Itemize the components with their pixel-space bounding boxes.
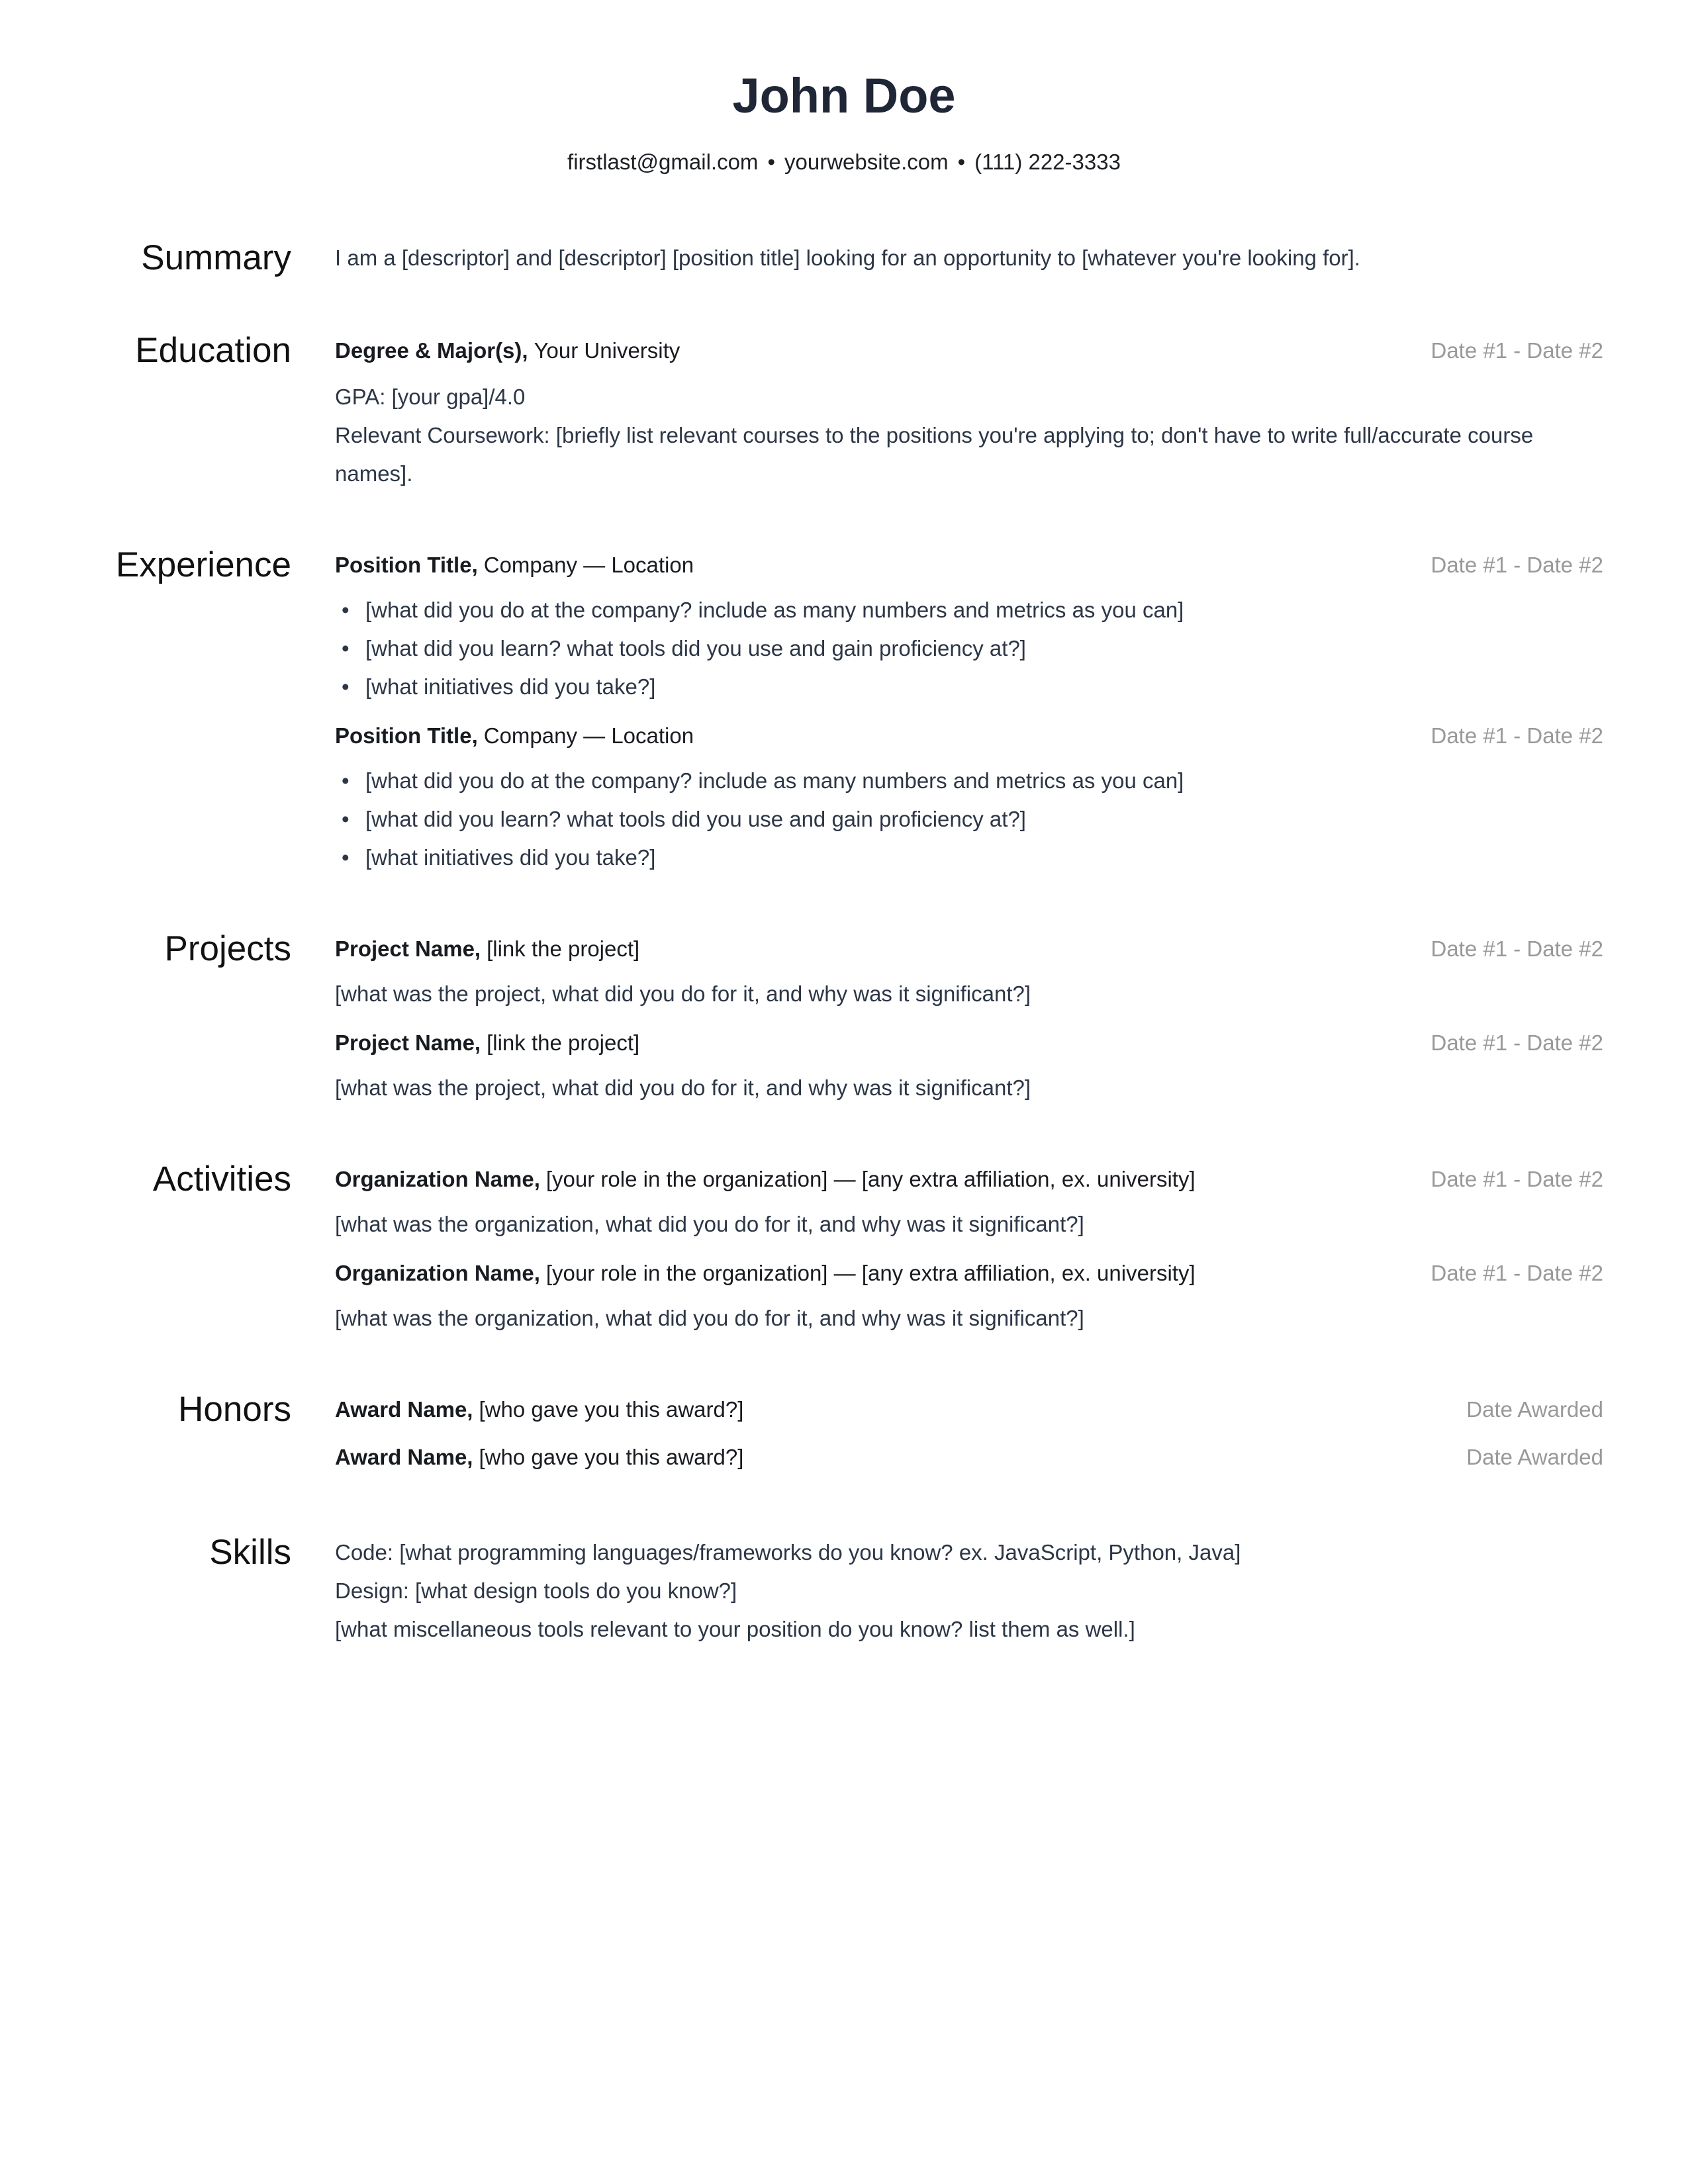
education-entry — [335, 332, 1603, 493]
section-honors — [85, 1390, 1603, 1477]
section-summary — [85, 239, 1603, 279]
experience-bullet-list — [335, 762, 1603, 877]
experience-bullet: • [what did you learn? what tools did you use and gain proficiency at?] — [365, 629, 1603, 668]
entry-head — [335, 1390, 1603, 1429]
position-title-line — [335, 546, 694, 584]
experience-bullet: • [what did you do at the company? include as many numbers and metrics as you can] — [365, 762, 1603, 800]
honor-entry — [335, 1438, 1603, 1477]
entry-head — [335, 1254, 1603, 1293]
university-name: Your University — [534, 338, 680, 363]
contact-website: yourwebsite.com — [784, 150, 949, 174]
skills-misc-line: [what miscellaneous tools relevant to your position do you know? list them as well.] — [335, 1617, 1135, 1641]
project-entry — [335, 930, 1603, 1013]
project-description: [what was the project, what did you do for it, and why was it significant?] — [335, 1075, 1031, 1100]
person-name: John Doe — [732, 68, 956, 123]
award-title-line — [335, 1390, 743, 1429]
section-education — [85, 332, 1603, 493]
organization-title-line — [335, 1254, 1196, 1293]
organization-name: Organization Name, — [335, 1167, 540, 1191]
skills-design-line: Design: [what design tools do you know?] — [335, 1578, 737, 1603]
project-description: [what was the project, what did you do for it, and why was it significant?] — [335, 981, 1031, 1006]
entry-head — [335, 332, 1603, 370]
contact-phone: (111) 222-3333 — [974, 150, 1121, 174]
organization-name: Organization Name, — [335, 1261, 540, 1285]
education-dates: Date #1 - Date #2 — [1430, 338, 1603, 363]
activity-dates: Date #1 - Date #2 — [1430, 1261, 1603, 1285]
activity-entry — [335, 1254, 1603, 1338]
honor-entry — [335, 1390, 1603, 1429]
experience-heading: Experience — [115, 545, 291, 584]
summary-heading: Summary — [141, 238, 291, 277]
summary-content — [335, 239, 1603, 279]
entry-head — [335, 930, 1603, 968]
award-name: Award Name, — [335, 1445, 473, 1469]
entry-head — [335, 1438, 1603, 1477]
activity-description: [what was the organization, what did you do for it, and why was it significant?] — [335, 1306, 1084, 1330]
experience-bullet: • [what initiatives did you take?] — [365, 668, 1603, 706]
experience-content — [335, 546, 1603, 877]
position-title-line — [335, 717, 694, 755]
coursework-line: Relevant Coursework: [briefly list relevant courses to the positions you're applying to; don't have to write full/accurate course names]. — [335, 423, 1534, 486]
projects-heading: Projects — [164, 929, 291, 968]
summary-text: I am a [descriptor] and [descriptor] [position title] looking for an opportunity to [whatever you're looking for]. — [335, 246, 1360, 270]
honors-heading: Honors — [178, 1390, 291, 1429]
project-name: Project Name, — [335, 936, 481, 961]
skills-heading: Skills — [209, 1533, 291, 1572]
experience-entry — [335, 717, 1603, 877]
project-name: Project Name, — [335, 1030, 481, 1055]
award-date: Date Awarded — [1466, 1397, 1603, 1422]
resume-header — [85, 66, 1603, 179]
contact-line — [85, 145, 1603, 179]
organization-role: [your role in the organization] — [any extra affiliation, ex. university] — [545, 1261, 1196, 1285]
experience-bullet: • [what did you do at the company? include as many numbers and metrics as you can] — [365, 591, 1603, 629]
project-title-line — [335, 1024, 639, 1062]
entry-head — [335, 717, 1603, 755]
project-entry — [335, 1024, 1603, 1107]
project-link: [link the project] — [487, 936, 640, 961]
skills-content — [335, 1533, 1603, 1649]
entry-head — [335, 1160, 1603, 1199]
entry-head — [335, 546, 1603, 584]
section-experience — [85, 546, 1603, 877]
company-location: Company — Location — [483, 723, 694, 748]
award-giver: [who gave you this award?] — [479, 1397, 744, 1422]
award-name: Award Name, — [335, 1397, 473, 1422]
contact-email: firstlast@gmail.com — [567, 150, 759, 174]
education-content — [335, 332, 1603, 493]
section-activities — [85, 1160, 1603, 1338]
activities-heading: Activities — [152, 1160, 291, 1199]
experience-bullet-list — [335, 591, 1603, 706]
section-projects — [85, 930, 1603, 1107]
award-date: Date Awarded — [1466, 1445, 1603, 1469]
education-heading: Education — [135, 331, 291, 370]
experience-dates: Date #1 - Date #2 — [1430, 553, 1603, 577]
company-location: Company — Location — [483, 553, 694, 577]
position-title: Position Title, — [335, 553, 478, 577]
experience-dates: Date #1 - Date #2 — [1430, 723, 1603, 748]
contact-separator: • — [767, 150, 775, 174]
project-title-line — [335, 930, 639, 968]
projects-content — [335, 930, 1603, 1107]
entry-head — [335, 1024, 1603, 1062]
project-link: [link the project] — [487, 1030, 640, 1055]
education-degree-title — [335, 332, 680, 370]
experience-bullet: • [what did you learn? what tools did you use and gain proficiency at?] — [365, 800, 1603, 839]
gpa-line: GPA: [your gpa]/4.0 — [335, 385, 526, 409]
activity-entry — [335, 1160, 1603, 1244]
award-giver: [who gave you this award?] — [479, 1445, 744, 1469]
experience-bullet: • [what initiatives did you take?] — [365, 839, 1603, 877]
project-dates: Date #1 - Date #2 — [1430, 936, 1603, 961]
education-details — [335, 378, 1603, 493]
section-skills — [85, 1533, 1603, 1649]
degree-name: Degree & Major(s), — [335, 338, 528, 363]
honors-content — [335, 1390, 1603, 1477]
project-dates: Date #1 - Date #2 — [1430, 1030, 1603, 1055]
contact-separator: • — [957, 150, 966, 174]
activities-content — [335, 1160, 1603, 1338]
experience-entry — [335, 546, 1603, 706]
organization-role: [your role in the organization] — [any extra affiliation, ex. university] — [545, 1167, 1196, 1191]
activity-dates: Date #1 - Date #2 — [1430, 1167, 1603, 1191]
award-title-line — [335, 1438, 743, 1477]
position-title: Position Title, — [335, 723, 478, 748]
activity-description: [what was the organization, what did you do for it, and why was it significant?] — [335, 1212, 1084, 1236]
organization-title-line — [335, 1160, 1196, 1199]
skills-code-line: Code: [what programming languages/frameworks do you know? ex. JavaScript, Python, Java] — [335, 1540, 1241, 1565]
